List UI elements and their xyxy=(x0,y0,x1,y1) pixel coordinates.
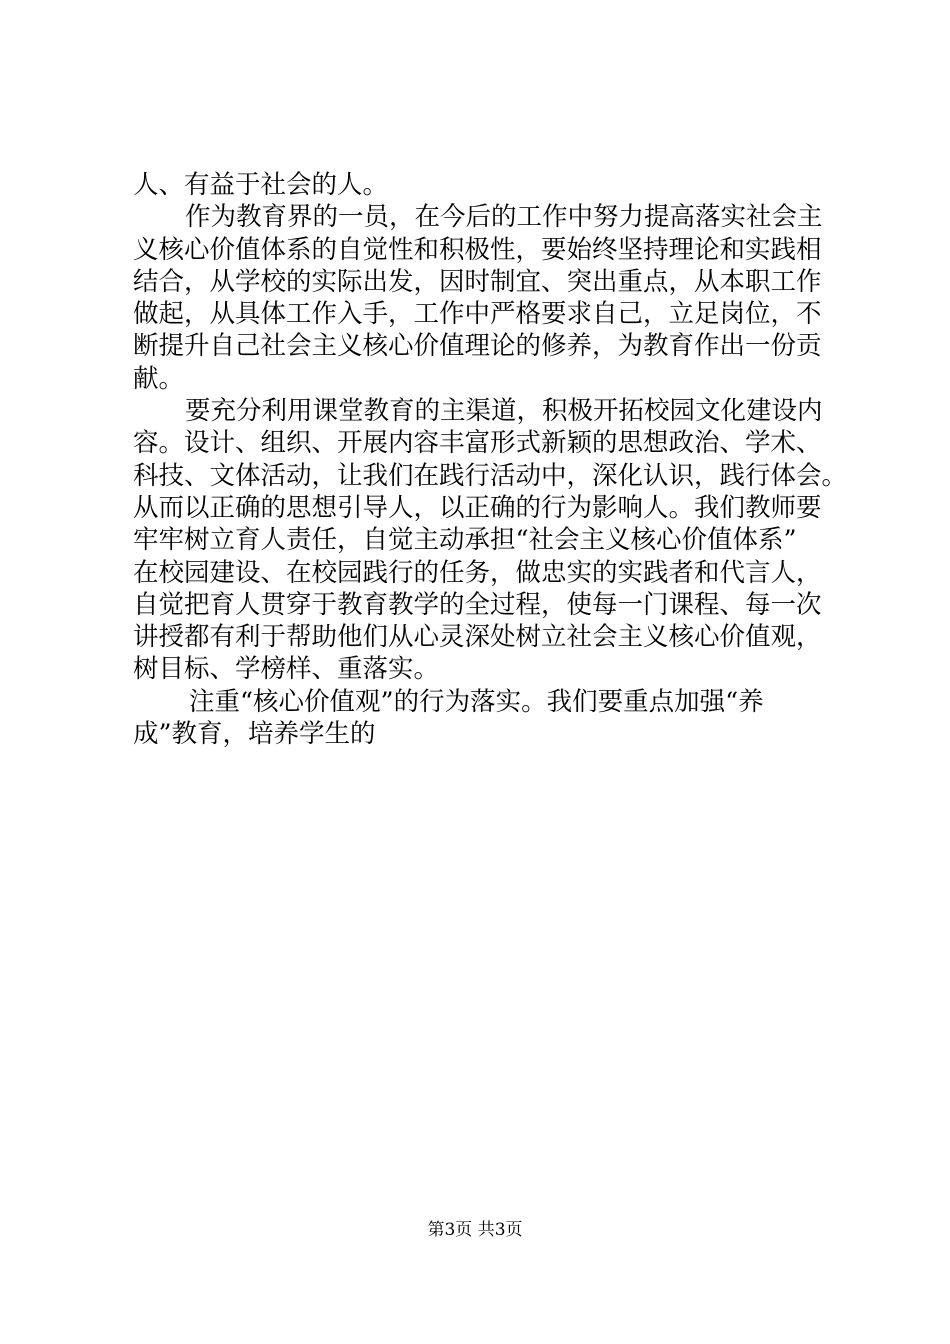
text-line: 献。 xyxy=(133,363,185,394)
text-line: 义核心价值体系的自觉性和积极性，要始终坚持理论和实践相 xyxy=(133,234,822,265)
text-line: 容。设计、组织、开展内容丰富形式新颖的思想政治、学术、 xyxy=(133,428,822,459)
text-line: 树目标、学榜样、重落实。 xyxy=(133,654,440,685)
text-line: 作为教育界的一员，在今后的工作中努力提高落实社会主 xyxy=(185,202,823,233)
text-line: 在校园建设、在校园践行的任务，做忠实的实践者和代言人， xyxy=(133,557,822,588)
text-line: 做起，从具体工作入手，工作中严格要求自己，立足岗位，不 xyxy=(133,299,822,330)
text-line: 牢牢树立育人责任，自觉主动承担“社会主义核心价值体系” xyxy=(133,525,797,556)
text-line: 科技、文体活动，让我们在践行活动中，深化认识，践行体会。 xyxy=(133,460,848,491)
page-footer: 第3页 共3页 xyxy=(427,1220,523,1240)
text-line: 从而以正确的思想引导人，以正确的行为影响人。我们教师要 xyxy=(133,492,822,523)
text-line: 人、有益于社会的人。 xyxy=(133,170,389,200)
text-line: 自觉把育人贯穿于教育教学的全过程，使每一门课程、每一次 xyxy=(133,589,822,620)
text-line: 结合，从学校的实际出发，因时制宜、突出重点，从本职工作 xyxy=(133,266,822,297)
body-text xyxy=(133,169,853,750)
text-line: 讲授都有利于帮助他们从心灵深处树立社会主义核心价值观， xyxy=(133,622,822,653)
text-line: 成”教育，培养学生的 xyxy=(133,719,376,750)
text-line: 要充分利用课堂教育的主渠道，积极开拓校园文化建设内 xyxy=(185,396,823,427)
text-line: 注重“核心价值观”的行为落实。我们要重点加强“养 xyxy=(189,686,764,717)
text-line: 断提升自己社会主义核心价值理论的修养，为教育作出一份贡 xyxy=(133,331,822,362)
